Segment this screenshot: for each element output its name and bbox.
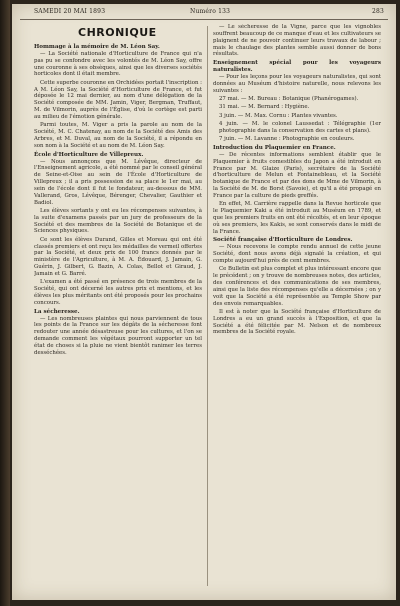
article-paragraph: Il est à noter que la Société française d'Horticulture de Londres a eu un grand succès à l'Exposition, et que la Société a été félicitée par M. Nelson et de nombreux membres de la Société royale. (213, 308, 381, 336)
section-title: CHRONIQUE (78, 26, 157, 39)
right-column-text (213, 24, 381, 336)
article-paragraph: En effet, M. Carrière rappelle dans la Revue horticole que le Plaquemier Kaki a été introduit au Muséum en 1789, et que les premiers fruits en ont été récoltés, et en leur époque où ses premiers, les Kakis, se sont conservés dans le midi de la France. (213, 201, 381, 235)
article-subheading: École d'Horticulture de Villepreux. (34, 151, 144, 158)
header-issue-number: Numéro 133 (190, 8, 231, 15)
left-column-text (34, 44, 202, 357)
article-paragraph: — De récentes informations semblent établir que le Plaquemier à fruits comestibles du Japon a été introduit en France par M. Glaize (Paris), secrétaire de la Société d'horticulture de Melun et Fontainebleau, et la Société botanique de France et par des dons de Mme de Vilmorin, à la Société de M. de Borst (Savoie), et qu'il a été propagé en France par la culture de pieds greffés. (213, 151, 381, 199)
article-paragraph: — Nous annonçons que M. Lévêque, directeur de l'Enseignement agricole, a été nommé par le conseil général de Seine-et-Oise au sein de l'École d'Horticulture de Villepreux ; il a pris possession de sa place le 1er mai, au sein de l'école dont il fut le fondateur, au-dessous de MM. Vallerand, Gros, Lévêque, Bérenger, Chevalier, Gauthier et Badiol. (34, 158, 202, 206)
book-spine (0, 0, 10, 606)
lecture-list-item: 27 mai. — M. Bureau : Botanique (Phanérogames). (219, 95, 359, 102)
column-divider (207, 26, 208, 586)
article-paragraph: Les élèves sortants y ont eu les récompenses suivantes, à la suite d'examens passés par un jury de professeurs de la Société et des membres de la Société de Botanique et de Sciences physiques. (34, 207, 202, 235)
article-paragraph: Ce Bulletin est plus complet et plus intéressant encore que le précédent ; on y trouve de nombreuses notes, des articles, des conférences et des communications de ses membres, ainsi que la liste des récompenses qu'elle a décernées ; on y voit que la Société a été représentée au Temple Show par des envois remarquables. (213, 266, 381, 307)
article-paragraph: — Nous recevons le compte rendu annuel de cette jeune Société, dont nous avons déjà signalé la création, et qui compte aujourd'hui près de cent membres. (213, 244, 381, 264)
lecture-list-item: 4 juin. — M. le colonel Laussedat : Télégraphie (1er photographie dans la conservation des cartes et plans). (219, 120, 381, 134)
article-paragraph: Parmi toutes, M. Viger a pris la parole au nom de la Société, M. C. Chatenay, au nom de la Société des Amis des Arbres, et M. Duval, au nom de la Société, il a répondu en son nom à la Société et au nom de M. Léon Say. (34, 122, 202, 149)
article-subheading: Introduction du Plaquemier en France. (213, 145, 336, 151)
lecture-list-item: 7 juin. — M. Lavanne : Photographie en couleurs. (219, 136, 355, 143)
header-page-number: 283 (371, 8, 384, 15)
lecture-list-item: 3 juin. — M. Max. Cornu : Plantes vivantes. (219, 112, 338, 119)
article-paragraph: — Pour les leçons pour les voyageurs naturalistes, qui sont données au Muséum d'histoire naturelle, nous relevons les suivantes : (213, 73, 381, 94)
article-paragraph: — Le sécheresse de la Vigne, parce que les vignobles souffrent beaucoup de ce manque d'eau et les cultivateurs se plaignent de ne pouvoir continuer leurs travaux de labour ; mais le chaulage des plantes semble aussi donner de bons résultats. (213, 24, 381, 58)
page-header (20, 7, 388, 20)
lecture-list-item: 31 mai. — M. Bernard : Hygiène. (219, 104, 310, 111)
article-paragraph: Ce sont les élèves Durand, Gilles et Moreau qui ont été classés premiers et ont reçu les médailles de vermeil offertes par la Société, et deux prix de 100 francs donnés par le ministère de l'Agriculture, à M. A. Édouard, J. Jamain, G. Guérin, J. Gilbert, G. Bazin, A. Colas, Bellot et Giraud, J. Jamain et G. Barré. (34, 236, 202, 277)
article-subheading: Hommage à la mémoire de M. Léon Say. (34, 44, 160, 50)
left-column (34, 24, 202, 598)
article-subheading: Enseignement spécial pour les voyageurs naturalistes. (213, 60, 381, 74)
right-column (213, 24, 381, 598)
newspaper-page (12, 4, 396, 600)
header-date: SAMEDI 20 MAI 1893 (34, 8, 106, 15)
article-subheading: Société française d'Horticulture de Londres. (213, 237, 353, 244)
article-paragraph: L'examen a été passé en présence de trois membres de la Société, qui ont décerné les autres prix et mentions, et les élèves les plus méritants ont été proposés pour les prochains concours. (34, 279, 202, 306)
article-subheading: La sécheresse. (34, 308, 80, 315)
article-paragraph: Cette superbe couronne en Orchidées portait l'inscription : A M. Léon Say, la Société d'Horticulture de France, et fut déposée le 12 mai dernier, au nom d'une délégation de la Société composée de MM. Jamin, Viger, Bergman, Truffaut, M. de Vilmorin, auprès de l'Église, d'où le cortège est parti au milieu de l'émotion générale. (34, 79, 202, 120)
article-paragraph: — Les nombreuses plaintes qui nous parviennent de tous les points de la France sur les dégâts de la sécheresse font redouter une année désastreuse pour les cultures, et l'on se demande comment les végétaux pourront supporter un tel état de choses si la pluie ne vient bientôt ranimer les terres desséchées. (34, 315, 202, 356)
article-paragraph: — La Société nationale d'Horticulture de France qui n'a pas pu se confondre avec les volontés de M. Léon Say, offre une couronne à ses obsèques, ainsi que les diverses sociétés horticoles dont il était membre. (34, 50, 202, 78)
